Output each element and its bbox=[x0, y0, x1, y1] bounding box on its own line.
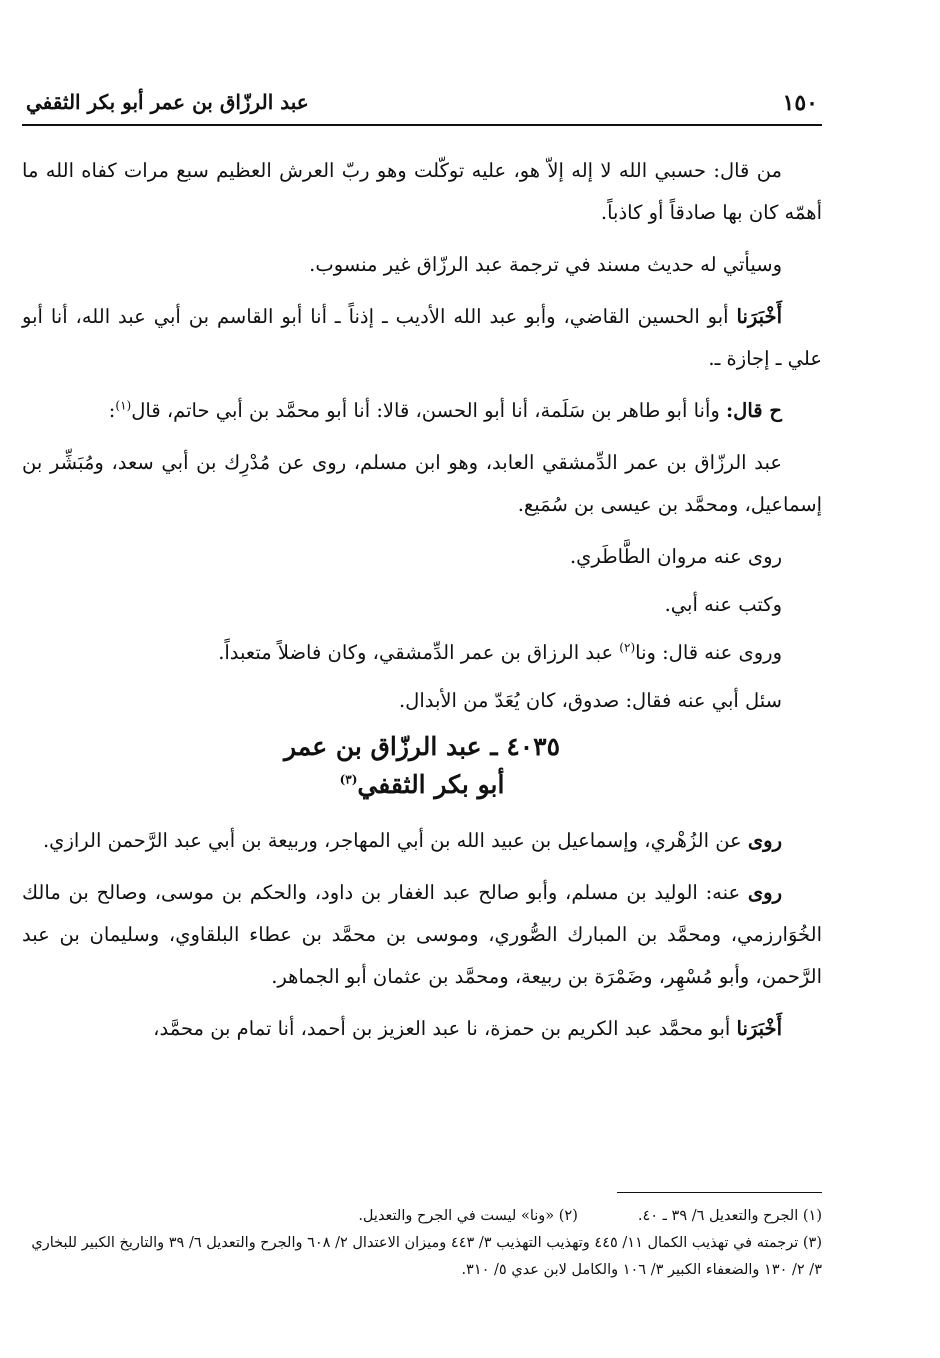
paragraph: روى عن الزُهْري، وإسماعيل بن عبيد الله بن أبي المهاجر، وربيعة بن أبي عبد الرَّحمن الرازي. bbox=[42, 829, 782, 852]
paragraph: سئل أبي عنه فقال: صدوق، كان يُعَدّ من الأبدال. bbox=[398, 689, 782, 712]
footnote-ref: (٣) bbox=[339, 772, 358, 787]
isnad-lead: ح قال: bbox=[725, 399, 782, 422]
footnote-2: (٢) «ونا» ليست في الجرح والتعديل. bbox=[358, 1208, 578, 1224]
paragraph: ح قال: وأنا أبو طاهر بن سَلَمة، أنا أبو الحسن، قالا: أنا أبو محمَّد بن أبي حاتم، قال$^{(١)}$: bbox=[108, 398, 782, 422]
riwaya-lead: روى bbox=[747, 881, 782, 904]
footnote-row bbox=[22, 1203, 822, 1230]
footnote-divider bbox=[617, 1192, 822, 1193]
footnote-1: (١) الجرح والتعديل ٦/ ٣٩ ـ ٤٠. bbox=[637, 1208, 822, 1224]
riwaya-lead: روى bbox=[747, 829, 782, 852]
entry-heading-line2: أبو بكر الثقفي$^{(٣)}$ bbox=[339, 770, 505, 799]
paragraph: أَخْبَرَنا أبو محمَّد عبد الكريم بن حمزة، نا عبد العزيز بن أحمد، أنا تمام بن محمَّد، bbox=[153, 1017, 782, 1040]
isnad-lead: أَخْبَرَنا bbox=[736, 305, 782, 328]
paragraph: وكتب عنه أبي. bbox=[664, 593, 782, 616]
entry-heading-line1: ٤٠٣٥ ـ عبد الرزّاق بن عمر bbox=[283, 732, 561, 761]
footnotes bbox=[22, 1192, 822, 1284]
isnad-lead: أَخْبَرَنا bbox=[736, 1017, 782, 1040]
page-header bbox=[22, 84, 822, 126]
paragraph: وسيأتي له حديث مسند في ترجمة عبد الرزّاق غير منسوب. bbox=[309, 253, 782, 276]
paragraph: عبد الرزّاق بن عمر الدِّمشقي العابد، وهو ابن مسلم، روى عن مُدْرِك بن أبي سعد، ومُبَشِّر بن إسماعيل، ومحمَّد بن عيسى بن سُمَيع. bbox=[22, 451, 822, 516]
paragraph: روى عنه مروان الطَّاطَري. bbox=[569, 545, 782, 568]
footnote-ref: (١) bbox=[115, 398, 132, 413]
footnote-3: (٣) ترجمته في تهذيب الكمال ١١/ ٤٤٥ وتهذيب التهذيب ٣/ ٤٤٣ وميزان الاعتدال ٢/ ٦٠٨ والجرح والتعديل ٦/ ٣٩ والتاريخ الكبير للبخاري ٣/ ٢/ ١٣٠ والضعفاء الكبير ٣/ ١٠٦ والكامل لابن عدي ٥/ ٣١٠. bbox=[31, 1235, 822, 1278]
paragraph: أَخْبَرَنا أبو الحسين القاضي، وأبو عبد الله الأديب ـ إذناً ـ أنا أبو القاسم بن أبي عبد الله، أنا أبو علي ـ إجازة ـ. bbox=[22, 305, 822, 370]
paragraph: وروى عنه قال: ونا$^{(٢)}$ عبد الرزاق بن عمر الدِّمشقي، وكان فاضلاً متعبداً. bbox=[218, 640, 782, 664]
paragraph: روى عنه: الوليد بن مسلم، وأبو صالح عبد الغفار بن داود، والحكم بن موسى، وصالح بن مالك الخُوَارزمي، ومحمَّد بن المبارك الصُّوري، وموسى بن محمَّد بن عطاء البلقاوي، وسليمان بن عبد الرَّحمن، وأبو مُسْهِر، وضَمْرَة بن ربيعة، ومحمَّد بن عثمان أبو الجماهر. bbox=[22, 881, 822, 988]
page-number: ١٥٠ bbox=[782, 90, 818, 116]
main-text bbox=[22, 150, 822, 1060]
entry-heading bbox=[22, 728, 822, 804]
paragraph: من قال: حسبي الله لا إله إلاّ هو، عليه توكّلت وهو ربّ العرش العظيم سبع مرات كفاه الله ما أهمّه كان بها صادقاً أو كاذباً. bbox=[22, 159, 822, 224]
running-title: عبد الرزّاق بن عمر أبو بكر الثقفي bbox=[26, 90, 309, 114]
footnote-ref: (٢) bbox=[619, 640, 636, 655]
